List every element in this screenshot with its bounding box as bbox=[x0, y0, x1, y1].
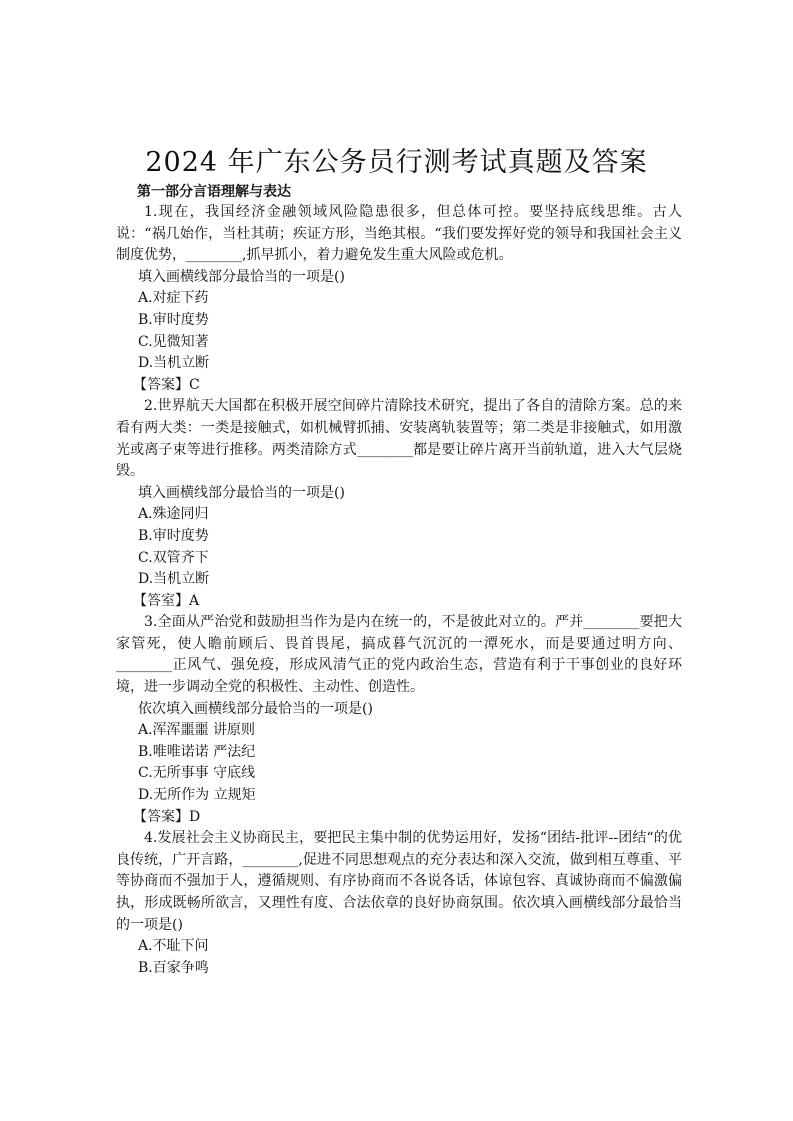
question-4-stem: 4.发展社会主义协商民主，要把民主集中制的优势运用好，发扬“团结-批评--团结“的优良传统，广开言路，________,促进不同思想观点的充分表达和深入交流，做到相互尊重、平等协商而不强加于人，遵循规则、有序协商而不各说各话，体谅包容、真诚协商而不偏激偏执，形成既畅所欲言，又理性有度、合法依章的良好协商氛围。依次填入画横线部分最恰当的一项是() bbox=[116, 830, 682, 933]
question-1-option-b: B.审时度势 bbox=[138, 311, 209, 328]
question-2-prompt: 填入画横线部分最恰当的一项是() bbox=[138, 484, 345, 501]
question-3-prompt: 依次填入画横线部分最恰当的一项是() bbox=[138, 700, 373, 717]
question-2-stem: 2.世界航天大国都在积极开展空间碎片清除技术研究，提出了各自的清除方案。总的来看有两大类：一类是接触式，如机械臂抓捕、安装离轨装置等；第二类是非接触式，如用激光或离子束等进行推移。两类清除方式________都是要让碎片离开当前轨道，进入大气层烧毁。 bbox=[116, 398, 682, 480]
question-2-option-c: C.双管齐下 bbox=[138, 549, 209, 566]
question-1-option-d: D.当机立断 bbox=[138, 355, 210, 372]
section-heading: 第一部分言语理解与表达 bbox=[137, 184, 291, 200]
question-3-option-c: C.无所事事 守底线 bbox=[138, 765, 256, 782]
question-3-answer: 【答案】D bbox=[133, 808, 201, 825]
document-body bbox=[116, 202, 682, 979]
question-4-option-a: A.不耻下问 bbox=[138, 938, 209, 955]
question-1-prompt: 填入画横线部分最恰当的一项是() bbox=[138, 268, 345, 285]
question-2-answer: 【答室】A bbox=[133, 592, 200, 609]
question-4-option-b: B.百家争鸣 bbox=[138, 959, 209, 976]
question-2-option-b: B.审时度势 bbox=[138, 527, 209, 544]
question-1-answer: 【答案】C bbox=[133, 376, 200, 393]
question-2-option-d: D.当机立断 bbox=[138, 571, 210, 588]
question-2-option-a: A.殊途同归 bbox=[138, 506, 209, 523]
question-1-stem: 1.现在，我国经济金融领域风险隐患很多，但总体可控。要坚持底线思维。古人说：“祸几始作，当杜其萌；疾证方形，当绝其根。“我们要发挥好党的领导和我国社会主义制度优势，________,抓早抓小，着力避免发生重大风险或危机。 bbox=[116, 204, 682, 264]
question-3-stem: 3.全面从严治党和鼓励担当作为是内在统一的，不是彼此对立的。严并________要把大家管死，使人瞻前顾后、畏首畏尾，搞成暮气沉沉的一潭死水，而是要通过明方向、________正风气、强免疫，形成风清气正的党内政治生态，营造有利于干事创业的良好环境，进一步调动全党的积极性、主动性、创造性。 bbox=[116, 614, 682, 696]
question-3-option-b: B.唯唯诺诺 严法纪 bbox=[138, 743, 256, 760]
question-1-option-c: C.见微知著 bbox=[138, 333, 209, 350]
question-3-option-a: A.浑浑噩噩 讲原则 bbox=[138, 722, 256, 739]
question-3-option-d: D.无所作为 立规矩 bbox=[138, 787, 256, 804]
page-title: 2024 年广东公务员行测考试真题及答案 bbox=[145, 147, 648, 178]
question-1-option-a: A.对症下药 bbox=[138, 290, 209, 307]
